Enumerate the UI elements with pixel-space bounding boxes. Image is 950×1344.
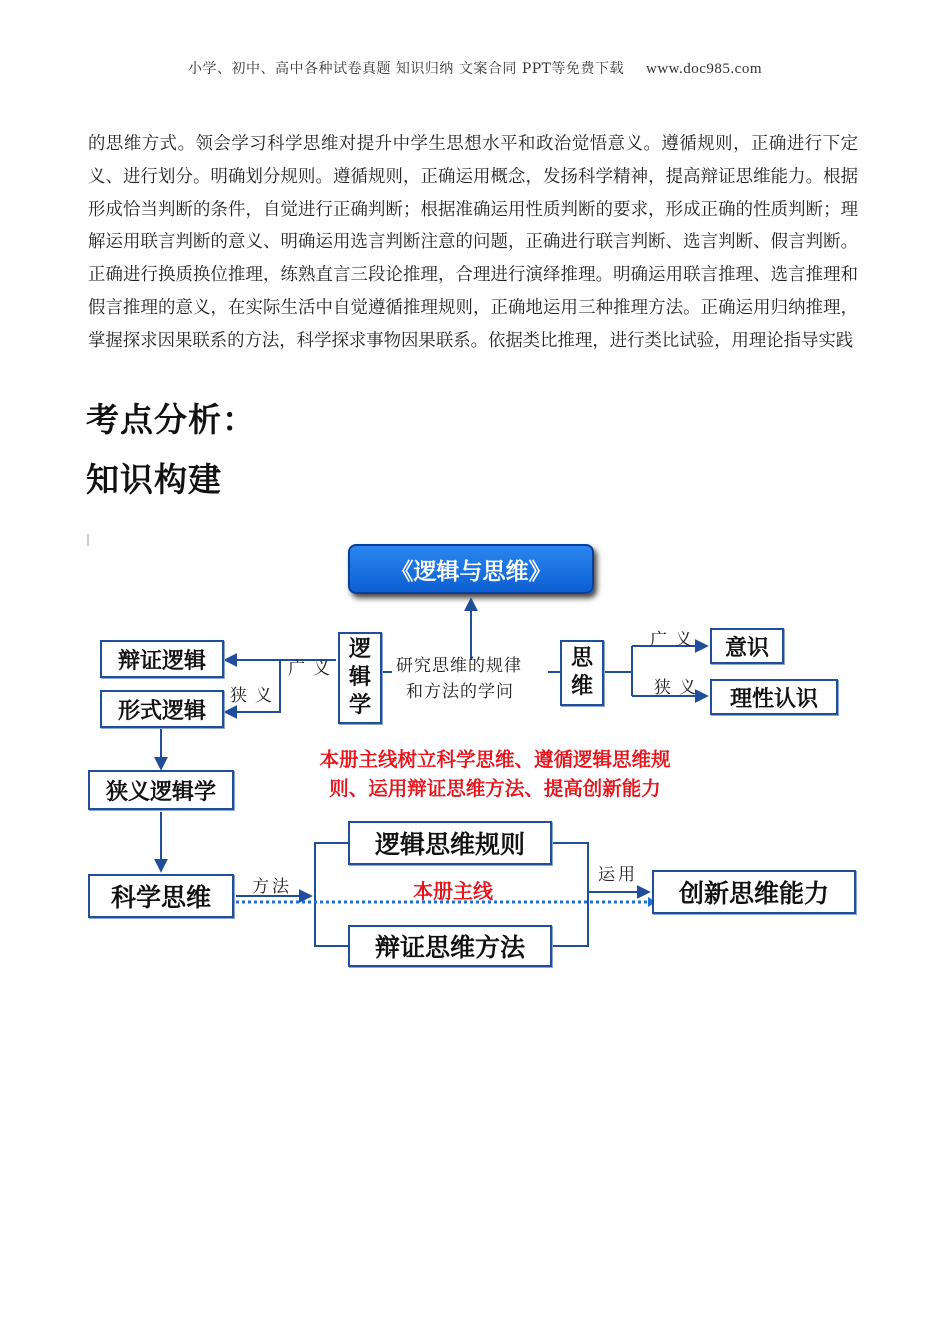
mainline-note-line1: 本册主线树立科学思维、遵循逻辑思维规	[319, 748, 671, 771]
logic-char-1: 逻	[348, 637, 371, 662]
label-research-line2: 和方法的学问	[406, 682, 514, 702]
body-paragraph: 的思维方式。领会学习科学思维对提升中学生思想水平和政治觉悟意义。遵循规则，正确进行下定义、进行划分。明确划分规则。遵循规则，正确运用概念，发扬科学精神，提高辩证思维能力。根据形成恰当判断的条件，自觉进行正确判断；根据准确运用性质判断的要求，形成正确的性质判断；理解运用联言判断的意义、明确运用选言判断注意的问题，正确进行联言判断、选言判断、假言判断。正确进行换质换位推理，练熟直言三段论推理，合理进行演绎推理。明确运用联言推理、选言推理和假言推理的意义，在实际生活中自觉遵循推理规则，正确地运用三种推理方法。正确运用归纳推理，掌握探求因果联系的方法，科学探求事物因果联系。依据类比推理，进行类比试验，用理论指导实践	[88, 134, 858, 351]
box-logic-science	[338, 632, 382, 724]
heading-analysis: 考点分析：	[86, 400, 256, 439]
label-narrow-right: 狭义	[654, 678, 704, 698]
box-dialectical-methods: 辩证思维方法	[348, 925, 552, 967]
label-research-line1: 研究思维的规律	[396, 656, 522, 676]
label-mainline: 本册主线	[413, 879, 493, 903]
box-narrow-logic: 狭义逻辑学	[88, 770, 234, 810]
box-dialectical-logic: 辩证逻辑	[100, 640, 224, 678]
label-broad-left: 广义	[288, 659, 338, 679]
label-method: 方法	[252, 877, 292, 897]
heading-construction: 知识构建	[86, 460, 222, 499]
header-text: 小学、初中、高中各种试卷真题 知识归纳 文案合同 PPT等免费下载	[187, 61, 624, 77]
thinking-char-1: 思	[570, 646, 593, 671]
box-thinking	[560, 640, 604, 706]
box-logic-rules: 逻辑思维规则	[348, 821, 552, 865]
box-consciousness: 意识	[710, 628, 784, 664]
label-narrow-left: 狭义	[230, 686, 280, 706]
box-rational-cognition: 理性认识	[710, 679, 838, 715]
box-science-thinking: 科学思维	[88, 874, 234, 918]
logic-char-3: 学	[348, 693, 371, 718]
diagram-title: 《逻辑与思维》	[348, 544, 594, 594]
bracket-right	[552, 843, 588, 946]
label-broad-right: 广义	[650, 630, 700, 650]
bracket-left	[315, 843, 348, 946]
box-innovative-thinking: 创新思维能力	[652, 870, 856, 914]
mainline-note-line2: 则、运用辩证思维方法、提高创新能力	[329, 777, 661, 800]
mainline-note	[280, 745, 710, 803]
thinking-char-2: 维	[570, 674, 593, 699]
box-formal-logic: 形式逻辑	[100, 690, 224, 728]
header-url[interactable]: www.doc985.com	[646, 61, 763, 77]
label-apply: 运用	[598, 865, 638, 885]
logic-char-2: 辑	[348, 665, 371, 690]
